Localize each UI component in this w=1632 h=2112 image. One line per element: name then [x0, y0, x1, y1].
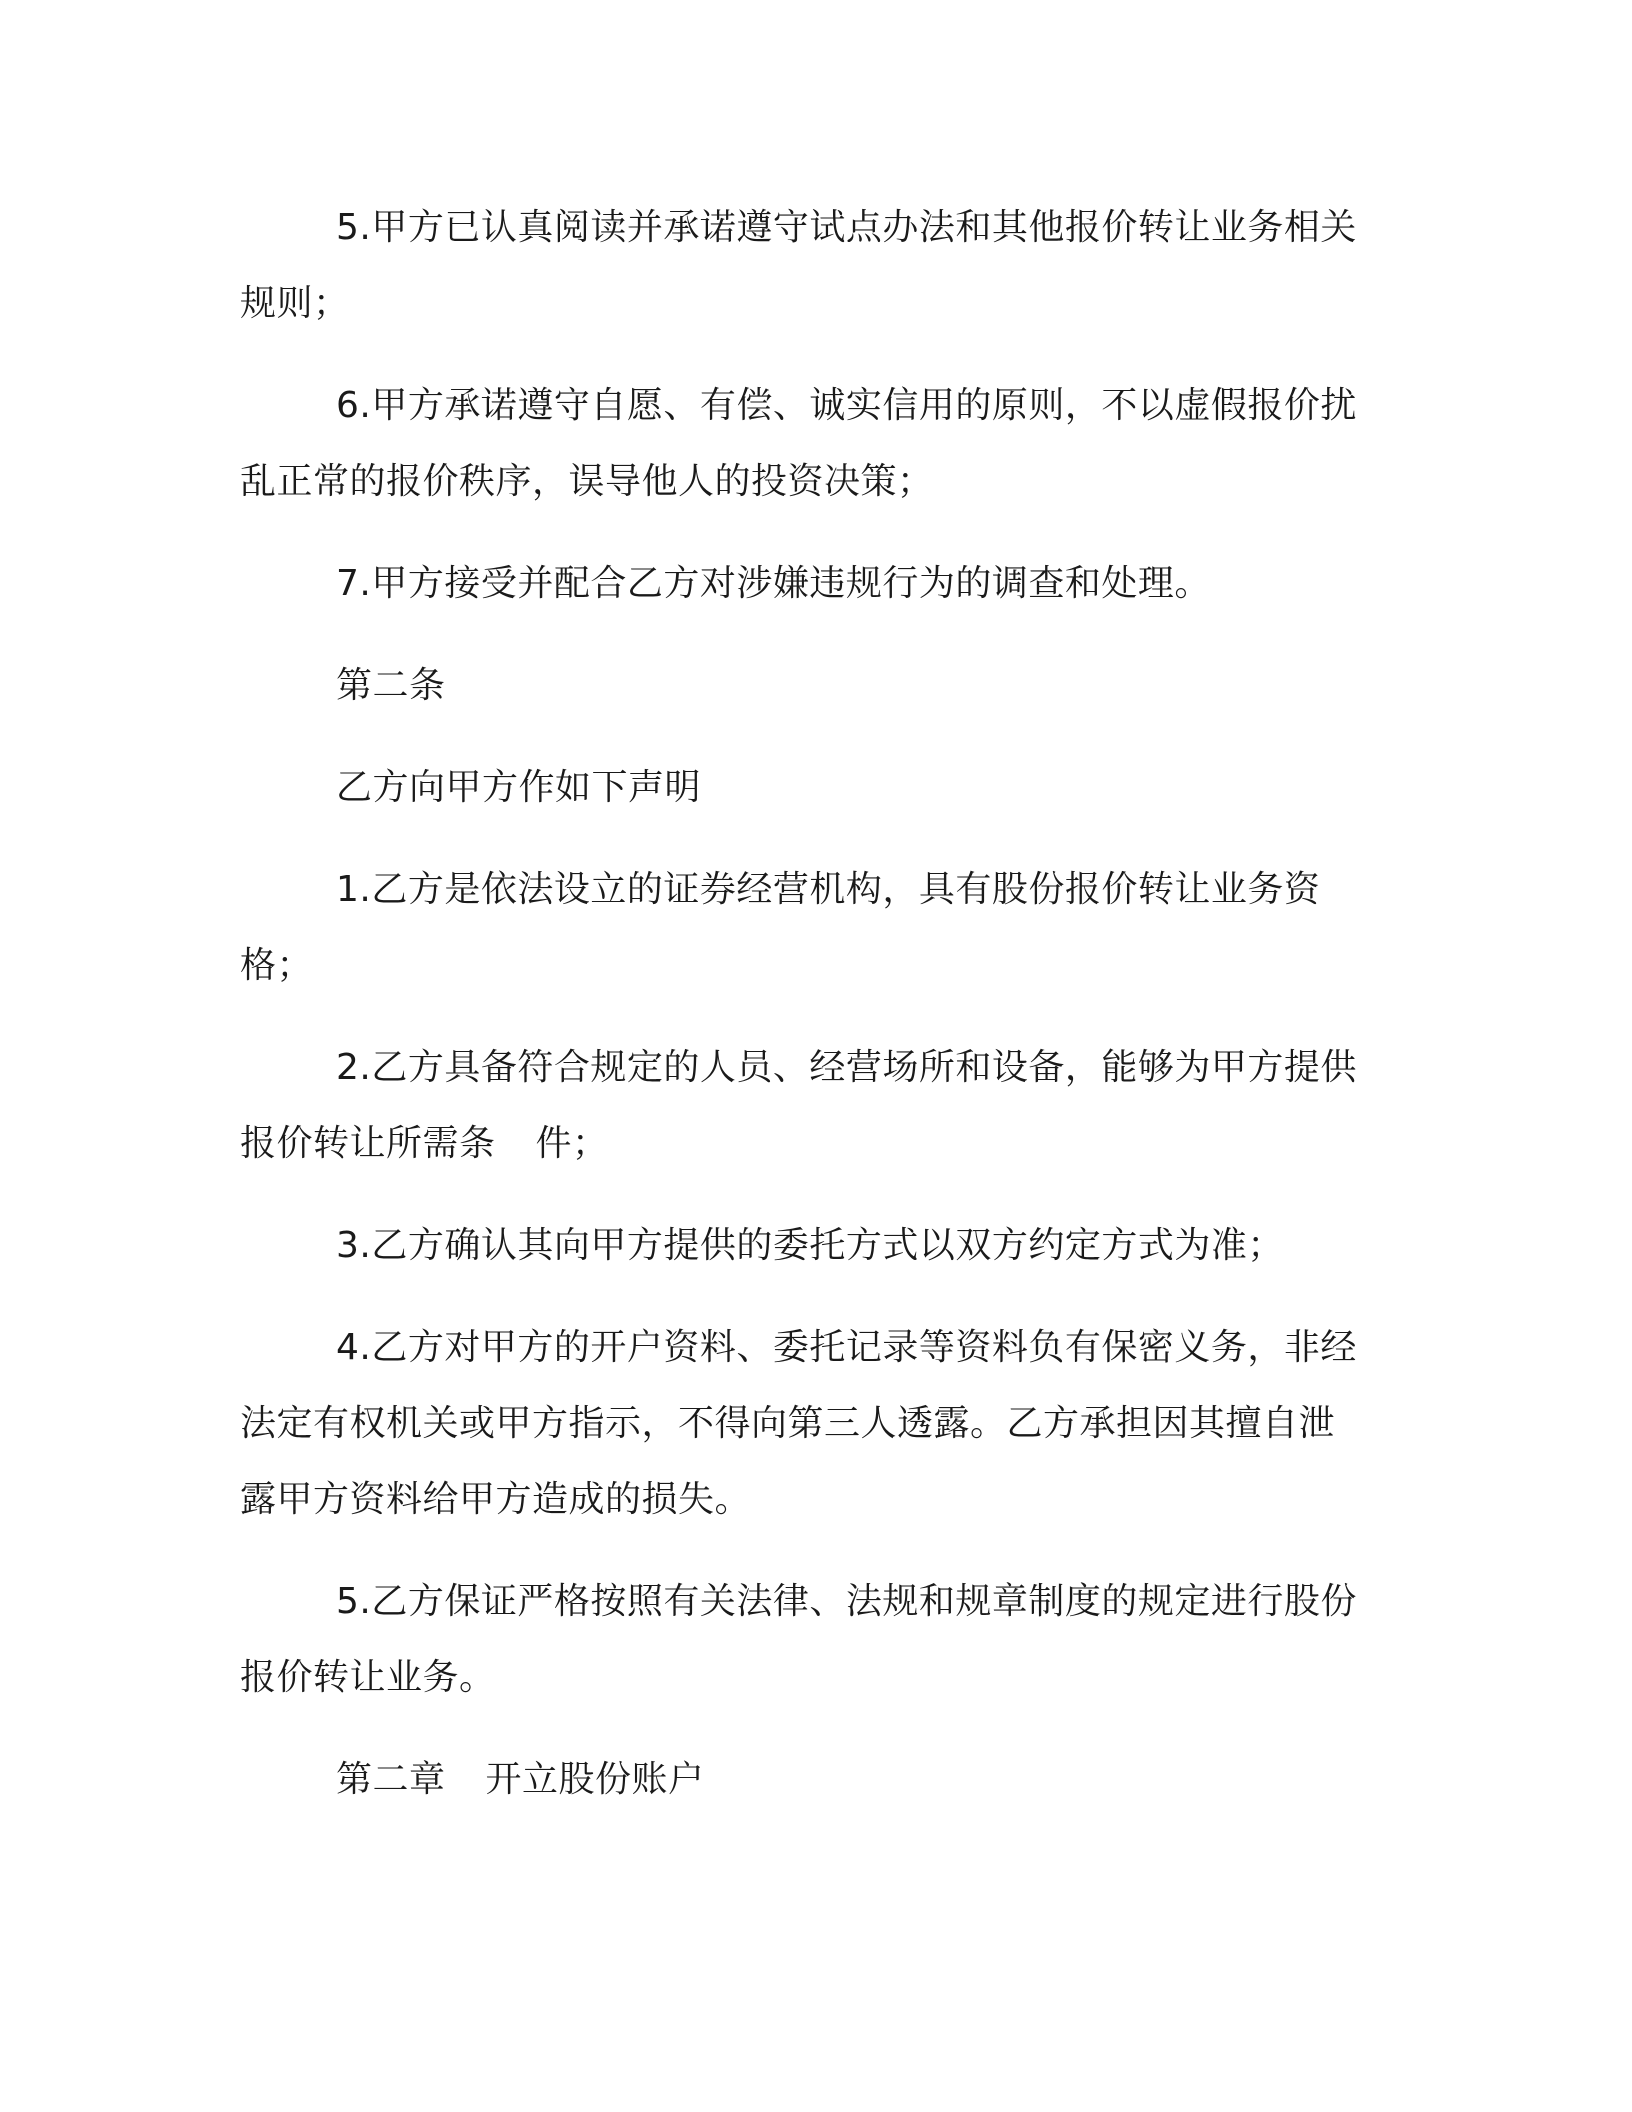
text-line: 露甲方资料给甲方造成的损失。 [240, 1479, 752, 1520]
paragraph-party-a-5 [240, 190, 1380, 342]
text-line: 5.甲方已认真阅读并承诺遵守试点办法和其他报价转让业务相关 [336, 207, 1357, 248]
text-fragment: 件； [535, 1123, 609, 1164]
text-line: 法定有权机关或甲方指示，不得向第三人透露。乙方承担因其擅自泄 [240, 1403, 1336, 1444]
article-intro: 乙方向甲方作如下声明 [336, 767, 702, 808]
text-line: 7.甲方接受并配合乙方对涉嫌违规行为的调查和处理。 [336, 563, 1211, 604]
statement-1 [240, 852, 1380, 1004]
text-line: 报价转让业务。 [240, 1657, 496, 1698]
text-line: 3.乙方确认其向甲方提供的委托方式以双方约定方式为准； [336, 1225, 1284, 1266]
text-fragment: 报价转让所需条 [240, 1123, 496, 1164]
statement-5 [240, 1564, 1380, 1716]
paragraph-party-a-6 [240, 368, 1380, 520]
text-line: 1.乙方是依法设立的证券经营机构，具有股份报价转让业务资格； [240, 869, 1321, 986]
statement-2 [240, 1030, 1380, 1182]
chapter-heading [240, 1742, 1380, 1818]
statement-4 [240, 1310, 1380, 1538]
article-heading: 第二条 [336, 665, 446, 706]
text-line: 6.甲方承诺遵守自愿、有偿、诚实信用的原则，不以虚假报价扰 [336, 385, 1357, 426]
chapter-title: 开立股份账户 [485, 1759, 705, 1800]
statement-3 [240, 1208, 1380, 1284]
text-line [240, 1106, 1380, 1182]
paragraph-party-a-7 [240, 546, 1380, 622]
text-line: 乱正常的报价秩序，误导他人的投资决策； [240, 461, 934, 502]
text-line: 4.乙方对甲方的开户资料、委托记录等资料负有保密义务，非经 [336, 1327, 1357, 1368]
text-line: 2.乙方具备符合规定的人员、经营场所和设备，能够为甲方提供 [336, 1047, 1357, 1088]
text-line: 5.乙方保证严格按照有关法律、法规和规章制度的规定进行股份 [336, 1581, 1357, 1622]
document-body [240, 190, 1380, 1844]
text-line: 规则； [240, 283, 350, 324]
chapter-number: 第二章 [336, 1759, 446, 1800]
